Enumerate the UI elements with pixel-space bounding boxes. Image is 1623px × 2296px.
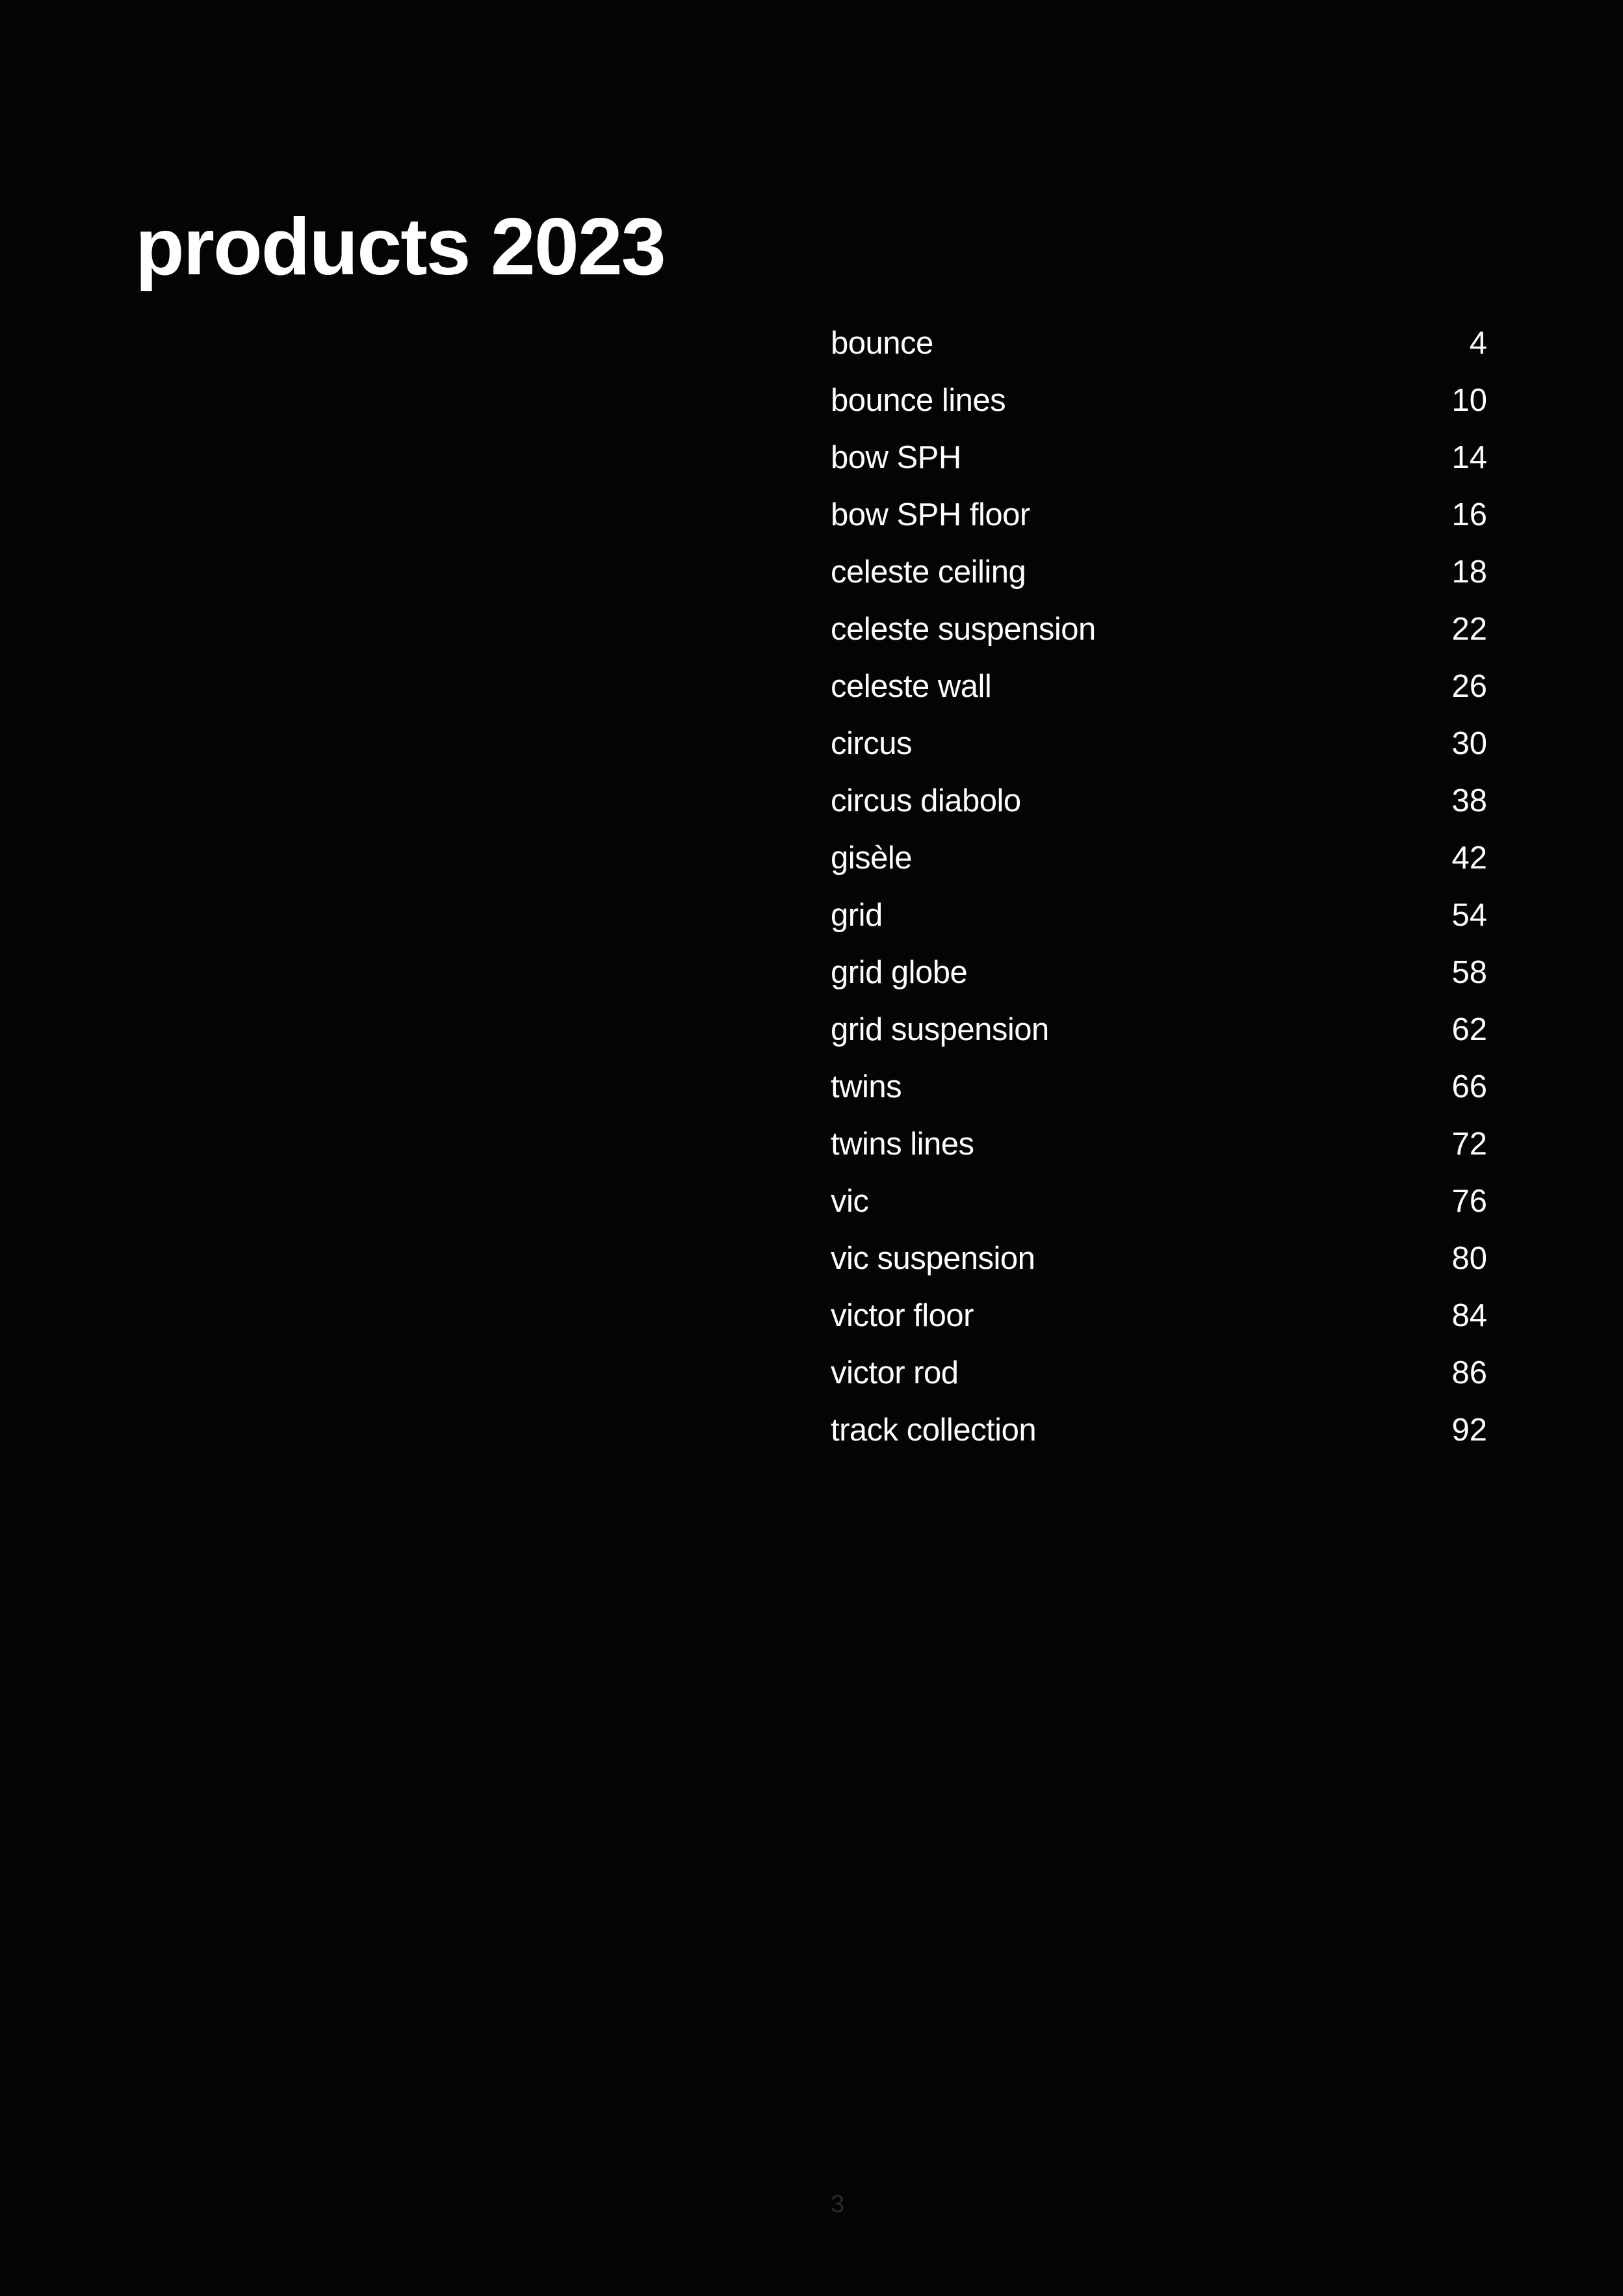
- toc-entry-page: 18: [1451, 554, 1487, 590]
- toc-entry-page: 10: [1451, 383, 1487, 418]
- toc-entry[interactable]: [831, 1115, 1487, 1173]
- toc-entry[interactable]: [831, 715, 1487, 772]
- toc-entry-name: track collection: [831, 1413, 1037, 1448]
- toc-entry-page: 84: [1451, 1298, 1487, 1333]
- toc-entry-name: celeste ceiling: [831, 554, 1026, 590]
- toc-entry-name: vic suspension: [831, 1241, 1035, 1276]
- toc-entry-name: bow SPH: [831, 440, 961, 475]
- toc-entry-page: 16: [1451, 497, 1487, 532]
- toc-entry-page: 4: [1469, 326, 1487, 361]
- toc-entry[interactable]: [831, 1287, 1487, 1344]
- toc-entry[interactable]: [831, 429, 1487, 486]
- toc-entry[interactable]: [831, 1058, 1487, 1115]
- toc-entry-page: 66: [1451, 1069, 1487, 1104]
- toc-entry[interactable]: [831, 1173, 1487, 1230]
- toc-entry-name: celeste suspension: [831, 612, 1096, 647]
- toc-entry-name: bow SPH floor: [831, 497, 1030, 532]
- table-of-contents: [831, 315, 1487, 1459]
- toc-entry-name: twins lines: [831, 1127, 974, 1162]
- toc-entry-page: 80: [1451, 1241, 1487, 1276]
- toc-entry[interactable]: [831, 1001, 1487, 1058]
- toc-entry[interactable]: [831, 1402, 1487, 1459]
- toc-entry-page: 30: [1451, 726, 1487, 761]
- toc-entry-name: grid globe: [831, 955, 968, 990]
- toc-entry[interactable]: [831, 658, 1487, 715]
- toc-entry[interactable]: [831, 601, 1487, 658]
- toc-entry-page: 92: [1451, 1413, 1487, 1448]
- toc-entry[interactable]: [831, 772, 1487, 829]
- toc-entry-page: 42: [1451, 841, 1487, 876]
- toc-entry-name: victor floor: [831, 1298, 974, 1333]
- toc-entry-name: celeste wall: [831, 669, 992, 704]
- toc-entry-name: bounce: [831, 326, 933, 361]
- toc-entry[interactable]: [831, 1344, 1487, 1402]
- page-title: products 2023: [135, 202, 665, 292]
- toc-entry-page: 14: [1451, 440, 1487, 475]
- toc-entry-page: 58: [1451, 955, 1487, 990]
- toc-entry-page: 76: [1451, 1184, 1487, 1219]
- page-number: 3: [831, 2191, 845, 2218]
- toc-entry-name: grid suspension: [831, 1012, 1049, 1047]
- toc-entry[interactable]: [831, 372, 1487, 429]
- toc-entry-name: grid: [831, 898, 883, 933]
- toc-entry-page: 62: [1451, 1012, 1487, 1047]
- toc-entry[interactable]: [831, 1230, 1487, 1287]
- toc-entry[interactable]: [831, 887, 1487, 944]
- toc-entry-page: 22: [1451, 612, 1487, 647]
- toc-entry-name: vic: [831, 1184, 869, 1219]
- toc-entry-name: twins: [831, 1069, 902, 1104]
- toc-entry-name: circus diabolo: [831, 783, 1021, 818]
- toc-entry-name: gisèle: [831, 841, 913, 876]
- toc-entry-name: victor rod: [831, 1355, 959, 1390]
- toc-entry[interactable]: [831, 543, 1487, 601]
- toc-entry-name: circus: [831, 726, 912, 761]
- toc-entry-page: 72: [1451, 1127, 1487, 1162]
- toc-entry-page: 38: [1451, 783, 1487, 818]
- toc-entry-page: 54: [1451, 898, 1487, 933]
- toc-entry-name: bounce lines: [831, 383, 1006, 418]
- toc-entry-page: 86: [1451, 1355, 1487, 1390]
- toc-entry[interactable]: [831, 829, 1487, 887]
- toc-entry[interactable]: [831, 486, 1487, 543]
- toc-entry-page: 26: [1451, 669, 1487, 704]
- toc-entry[interactable]: [831, 944, 1487, 1001]
- toc-entry[interactable]: [831, 315, 1487, 372]
